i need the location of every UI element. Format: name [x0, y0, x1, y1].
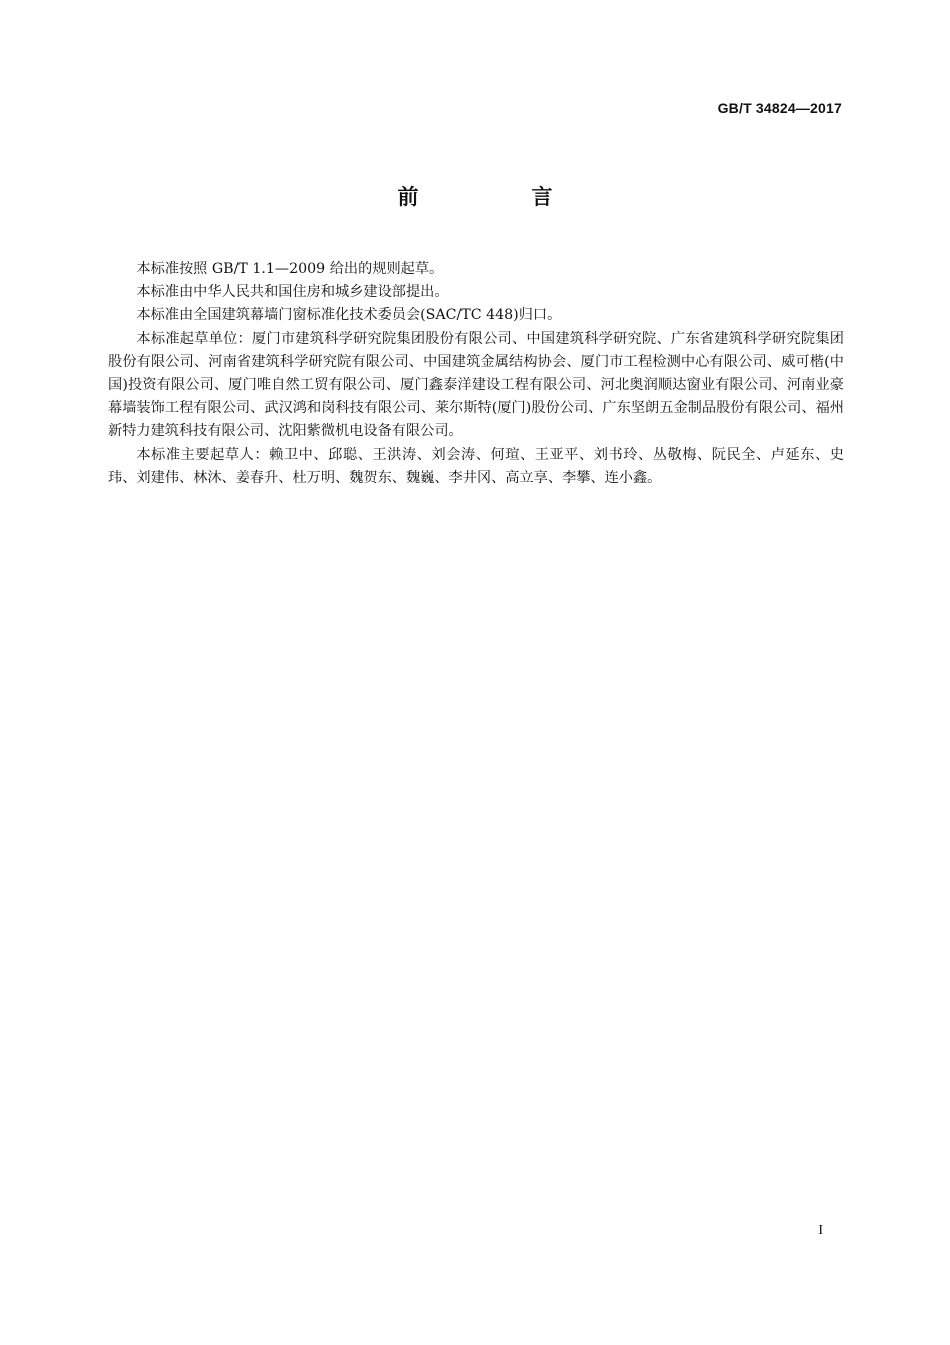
- paragraph-drafters: 本标准主要起草人：赖卫中、邱聪、王洪涛、刘会涛、何瑄、王亚平、刘书玲、丛敬梅、阮民全、卢延东、史玮、刘建伟、林沐、姜春升、杜万明、魏贺东、魏巍、李井冈、高立享、李攀、连小鑫。: [108, 446, 844, 486]
- page-number: I: [818, 1223, 823, 1238]
- paragraph-drafting-rules: 本标准按照 GB/T 1.1—2009 给出的规则起草。: [136, 261, 444, 277]
- page-title: 前 言: [397, 185, 599, 209]
- standard-code: GB/T 34824—2017: [717, 100, 842, 116]
- paragraph-drafting-units: 本标准起草单位：厦门市建筑科学研究院集团股份有限公司、中国建筑科学研究院、广东省建筑科学研究院集团股份有限公司、河南省建筑科学研究院有限公司、中国建筑金属结构协会、厦门市工程检测中心有限公司、威可楷(中国)投资有限公司、厦门唯自然工贸有限公司、厦门鑫泰洋建设工程有限公司、河北奥润顺达窗业有限公司、河南业豪幕墙装饰工程有限公司、武汉鸿和岗科技有限公司、莱尔斯特(厦门)股份公司、广东坚朗五金制品股份有限公司、福州新特力建筑科技有限公司、沈阳紫微机电设备有限公司。: [108, 330, 844, 440]
- paragraph-administration: 本标准由全国建筑幕墙门窗标准化技术委员会(SAC/TC 448)归口。: [136, 307, 562, 324]
- paragraph-proposer: 本标准由中华人民共和国住房和城乡建设部提出。: [136, 284, 449, 301]
- body-text: [108, 258, 844, 490]
